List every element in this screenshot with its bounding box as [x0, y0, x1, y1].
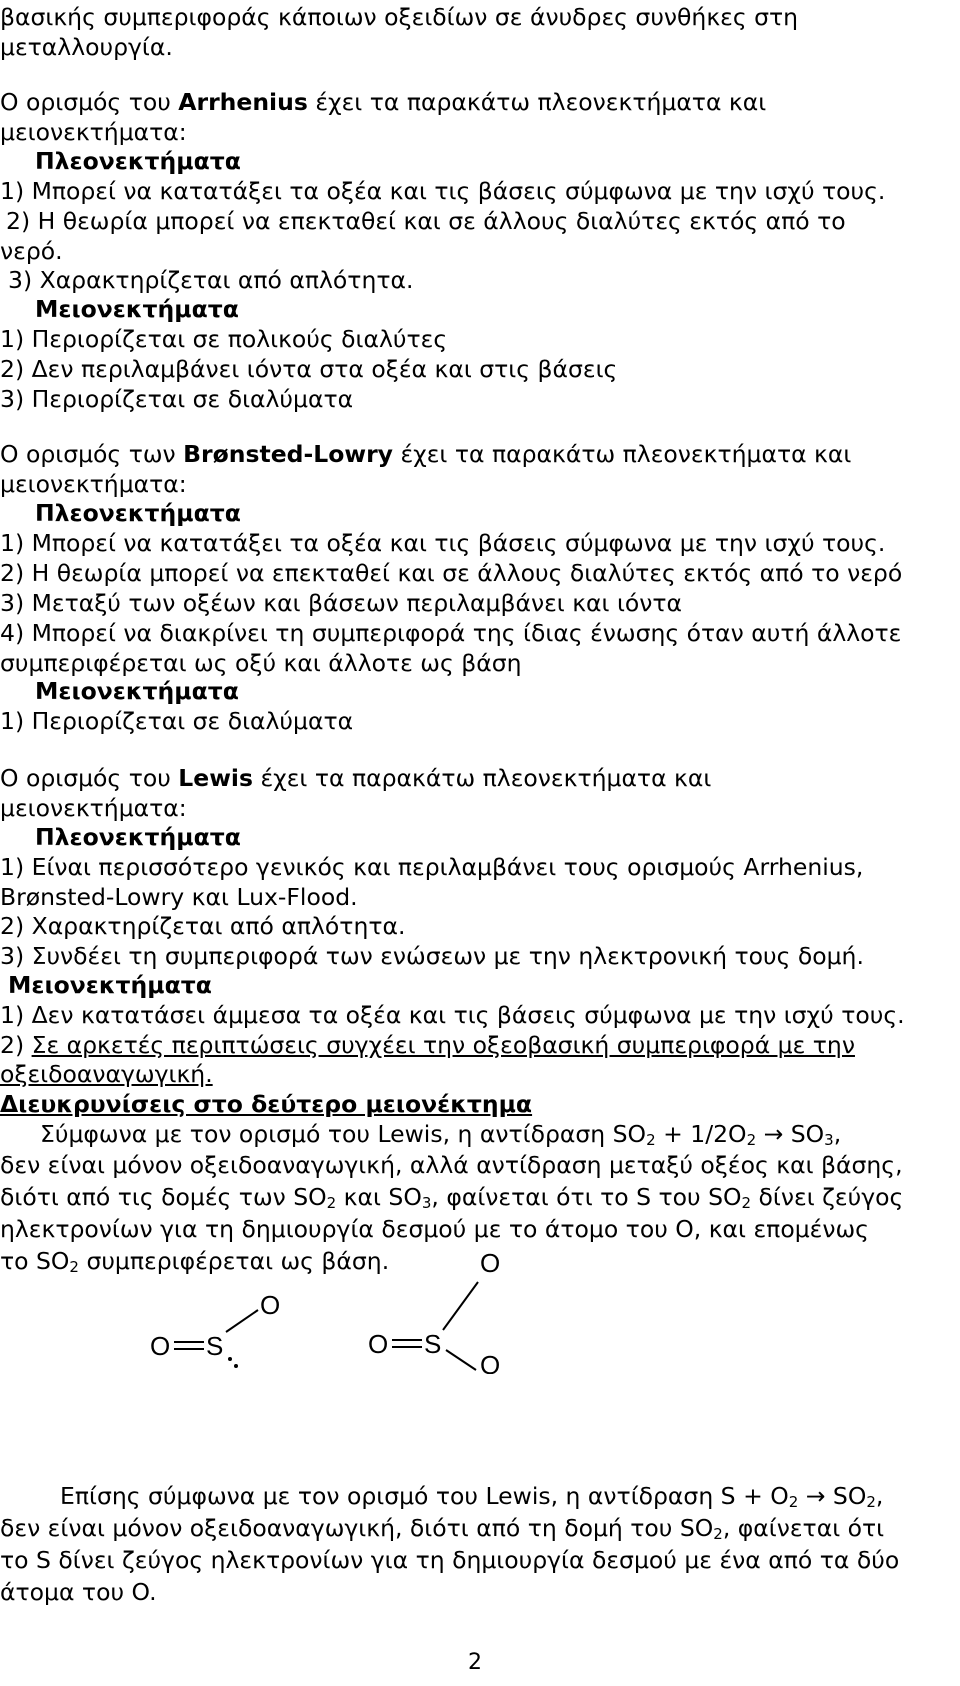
list-item: νερό. — [0, 237, 63, 265]
list-item: 3) Μεταξύ των οξέων και βάσεων περιλαμβάνει και ιόντα — [0, 589, 683, 617]
intro-line: μεταλλουργία. — [0, 33, 173, 61]
list-item: 2) Δεν περιλαμβάνει ιόντα στα οξέα και στις βάσεις — [0, 355, 618, 383]
paragraph-line: δεν είναι μόνον οξειδοαναγωγική, αλλά αντίδραση μεταξύ οξέος και βάσης, — [0, 1151, 903, 1179]
lone-pair-dot — [234, 1364, 238, 1368]
atom-s: S — [424, 1329, 442, 1359]
single-bond — [443, 1282, 478, 1330]
list-item: 2) Σε αρκετές περιπτώσεις συγχέει την οξεοβασική συμπεριφορά με την — [0, 1031, 855, 1059]
list-item: 2) Η θεωρία μπορεί να επεκταθεί και σε άλλους διαλύτες εκτός από το — [6, 207, 846, 235]
list-item: 1) Περιορίζεται σε διαλύματα — [0, 707, 354, 735]
list-item: 3) Χαρακτηρίζεται από απλότητα. — [8, 266, 414, 294]
paragraph-line: ηλεκτρονίων για τη δημιουργία δεσμού με το άτομο του O, και επομένως — [0, 1215, 869, 1243]
page-number: 2 — [468, 1650, 482, 1675]
atom-o: O — [368, 1329, 389, 1359]
paragraph-line: το S δίνει ζεύγος ηλεκτρονίων για τη δημιουργία δεσμού με ένα από τα δύο — [0, 1546, 900, 1574]
list-item: Brønsted-Lowry και Lux-Flood. — [0, 883, 358, 911]
lone-pair-dot — [228, 1357, 232, 1361]
single-bond — [226, 1310, 258, 1332]
so2-structure — [150, 1288, 300, 1388]
lewis-name: Lewis — [178, 764, 253, 792]
list-item: συμπεριφέρεται ως οξύ και άλλοτε ως βάση — [0, 649, 522, 677]
paragraph-line: Επίσης σύμφωνα με τον ορισμό του Lewis, η αντίδραση $S + O_2 \to SO_2$, — [60, 1482, 884, 1511]
paragraph-line: δεν είναι μόνον οξειδοαναγωγική, διότι από τη δομή του $SO_2$, φαίνεται ότι — [0, 1514, 885, 1543]
paragraph-line: διότι από τις δομές των $SO_2$ και $SO_3$, φαίνεται ότι το S του $SO_2$ δίνει ζεύγος — [0, 1183, 904, 1212]
bronsted-lead-cont: μειονεκτήματα: — [0, 470, 187, 498]
arrhenius-cons-title: Μειονεκτήματα — [35, 295, 239, 323]
list-item: οξειδοαναγωγική. — [0, 1060, 213, 1088]
arrhenius-pros-title: Πλεονεκτήματα — [35, 147, 241, 175]
atom-o: O — [480, 1350, 501, 1374]
list-item: 2) Χαρακτηρίζεται από απλότητα. — [0, 912, 406, 940]
single-bond — [446, 1350, 476, 1370]
paragraph-line: άτομα του O. — [0, 1578, 157, 1606]
bronsted-lead: Ο ορισμός των Brønsted-Lowry έχει τα παρακάτω πλεονεκτήματα και — [0, 440, 852, 468]
atom-s: S — [206, 1331, 224, 1361]
intro-line: βασικής συμπεριφοράς κάποιων οξειδίων σε άνυδρες συνθήκες στη — [0, 3, 799, 31]
paragraph-line: το $SO_2$ συμπεριφέρεται ως βάση. — [0, 1247, 390, 1276]
list-item: 1) Μπορεί να κατατάξει τα οξέα και τις βάσεις σύμφωνα με την ισχύ τους. — [0, 177, 886, 205]
list-item: 1) Δεν κατατάσει άμμεσα τα οξέα και τις βάσεις σύμφωνα με την ισχύ τους. — [0, 1001, 905, 1029]
atom-o: O — [480, 1248, 501, 1278]
arrhenius-name: Arrhenius — [178, 88, 308, 116]
list-item: 1) Μπορεί να κατατάξει τα οξέα και τις βάσεις σύμφωνα με την ισχύ τους. — [0, 529, 886, 557]
arrhenius-lead: Ο ορισμός του Arrhenius έχει τα παρακάτω πλεονεκτήματα και — [0, 88, 767, 116]
list-item: 2) Η θεωρία μπορεί να επεκταθεί και σε άλλους διαλύτες εκτός από το νερό — [0, 559, 903, 587]
list-item: 1) Είναι περισσότερο γενικός και περιλαμβάνει τους ορισμούς Arrhenius, — [0, 853, 864, 881]
lewis-cons-title: Μειονεκτήματα — [8, 971, 212, 999]
bronsted-pros-title: Πλεονεκτήματα — [35, 499, 241, 527]
list-item: 3) Συνδέει τη συμπεριφορά των ενώσεων με την ηλεκτρονική τους δομή. — [0, 942, 864, 970]
bronsted-name: Brønsted-Lowry — [183, 440, 393, 468]
lewis-lead: Ο ορισμός του Lewis έχει τα παρακάτω πλεονεκτήματα και — [0, 764, 712, 792]
paragraph-line: Σύμφωνα με τον ορισμό του Lewis, η αντίδραση $SO_2 + 1/2O_2 \to SO_3$, — [40, 1120, 842, 1149]
lewis-pros-title: Πλεονεκτήματα — [35, 823, 241, 851]
list-item: 4) Μπορεί να διακρίνει τη συμπεριφορά της ίδιας ένωσης όταν αυτή άλλοτε — [0, 619, 902, 647]
bronsted-cons-title: Μειονεκτήματα — [35, 677, 239, 705]
so3-structure — [368, 1242, 518, 1374]
lewis-lead-cont: μειονεκτήματα: — [0, 794, 187, 822]
list-item: 3) Περιορίζεται σε διαλύματα — [0, 385, 354, 413]
arrhenius-lead-cont: μειονεκτήματα: — [0, 118, 187, 146]
atom-o: O — [150, 1331, 171, 1361]
list-item: 1) Περιορίζεται σε πολικούς διαλύτες — [0, 325, 448, 353]
clarification-title: Διευκρυνίσεις στο δεύτερο μειονέκτημα — [0, 1090, 533, 1118]
atom-o: O — [260, 1290, 281, 1320]
